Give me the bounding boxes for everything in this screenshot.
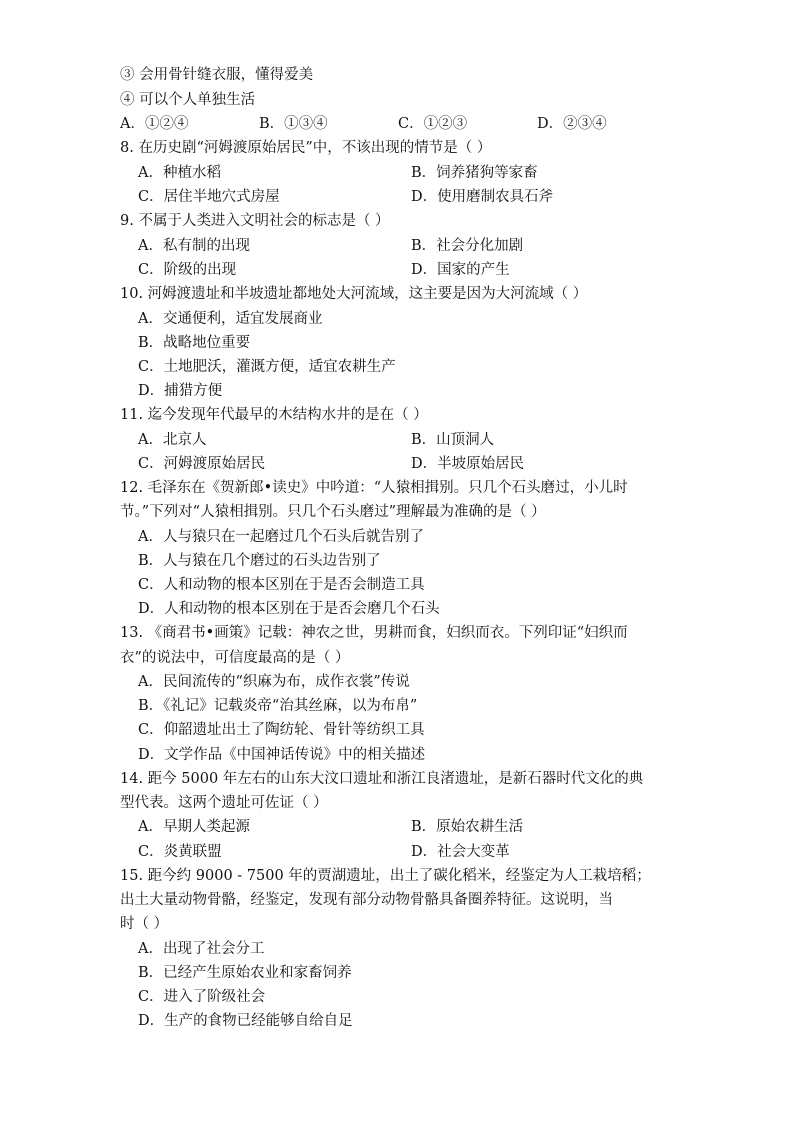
q14-stem-line-1: 14. 距今 5000 年左右的山东大汶口遗址和浙江良渚遗址，是新石器时代文化的典 — [120, 771, 644, 787]
q9-stem: 9. 不属于人类进入文明社会的标志是（ ） — [120, 213, 390, 229]
q7-option-c: C．①②③ — [398, 116, 468, 132]
q7-item-4: ④ 可以个人单独生活 — [120, 92, 256, 108]
q10-stem: 10. 河姆渡遗址和半坡遗址都地处大河流域，这主要是因为大河流域（ ） — [120, 286, 588, 302]
q14-option-c: C．炎黄联盟 — [138, 844, 222, 860]
q14-option-d: D．社会大变革 — [411, 844, 510, 860]
q10-option-b: B．战略地位重要 — [138, 335, 251, 351]
q10-option-d: D．捕猎方便 — [138, 383, 223, 399]
q11-option-b: B．山顶洞人 — [411, 432, 495, 448]
q14-option-b: B．原始农耕生活 — [411, 819, 524, 835]
q13-stem-line-1: 13. 《商君书•画策》记载：神农之世，男耕而食，妇织而衣。下列印证“妇织而 — [120, 625, 628, 641]
q15-stem-line-3: 时（ ） — [120, 916, 169, 932]
q7-item-3: ③ 会用骨针缝衣服，懂得爱美 — [120, 67, 314, 83]
q15-option-d: D．生产的食物已经能够自给自足 — [138, 1013, 353, 1029]
q14-stem-line-2: 型代表。这两个遗址可佐证（ ） — [120, 795, 328, 811]
q12-option-a: A．人与猿只在一起磨过几个石头后就告别了 — [138, 529, 424, 545]
q15-stem-line-2: 出土大量动物骨骼，经鉴定，发现有部分动物骨骼具备圈养特征。这说明，当 — [120, 892, 613, 908]
q7-option-b: B．①③④ — [259, 116, 328, 132]
q10-option-a: A．交通便利，适宜发展商业 — [138, 311, 323, 327]
q8-option-d: D．使用磨制农具石斧 — [411, 189, 554, 205]
q8-option-b: B．饲养猪狗等家畜 — [411, 165, 538, 181]
q13-option-d: D．文学作品《中国神话传说》中的相关描述 — [138, 747, 426, 763]
q12-option-c: C．人和动物的根本区别在于是否会制造工具 — [138, 577, 425, 593]
q15-option-a: A．出现了社会分工 — [138, 941, 265, 957]
q12-option-d: D．人和动物的根本区别在于是否会磨几个石头 — [138, 601, 440, 617]
q9-option-a: A．私有制的出现 — [138, 238, 250, 254]
q11-option-d: D．半坡原始居民 — [411, 456, 525, 472]
q8-stem: 8. 在历史剧“河姆渡原始居民”中，不该出现的情节是（ ） — [120, 140, 492, 156]
q15-option-c: C．进入了阶级社会 — [138, 989, 266, 1005]
q13-option-a: A．民间流传的“织麻为布，成作衣裳”传说 — [138, 674, 410, 690]
q12-option-b: B．人与猿在几个磨过的石头边告别了 — [138, 553, 381, 569]
q12-stem-line-2: 节。”下列对“人猿相揖别。只几个石头磨过”理解最为准确的是（ ） — [120, 504, 546, 520]
q9-option-c: C．阶级的出现 — [138, 262, 237, 278]
q11-option-a: A．北京人 — [138, 432, 207, 448]
q10-option-c: C．土地肥沃，灌溉方便，适宜农耕生产 — [138, 359, 396, 375]
q13-option-c: C．仰韶遗址出土了陶纺轮、骨针等纺织工具 — [138, 722, 425, 738]
q8-option-a: A．种植水稻 — [138, 165, 221, 181]
q9-option-d: D．国家的产生 — [411, 262, 510, 278]
q15-stem-line-1: 15. 距今约 9000 - 7500 年的贾湖遗址，出土了碳化稻米，经鉴定为人工栽培稻； — [120, 868, 651, 884]
q15-option-b: B．已经产生原始农业和家畜饲养 — [138, 965, 352, 981]
q11-stem: 11. 迄今发现年代最早的木结构水井的是在（ ） — [120, 407, 428, 423]
q12-stem-line-1: 12. 毛泽东在《贺新郎•读史》中吟道：“人猿相揖别。只几个石头磨过，小儿时 — [120, 480, 628, 496]
q7-option-d: D．②③④ — [537, 116, 607, 132]
q8-option-c: C．居住半地穴式房屋 — [138, 189, 280, 205]
q9-option-b: B．社会分化加剧 — [411, 238, 524, 254]
q13-option-b: B．《礼记》记载炎帝“治其丝麻，以为布帛” — [138, 698, 418, 714]
q13-stem-line-2: 衣”的说法中，可信度最高的是（ ） — [120, 650, 350, 666]
q7-option-a: A．①②④ — [120, 116, 189, 132]
q11-option-c: C．河姆渡原始居民 — [138, 456, 266, 472]
q14-option-a: A．早期人类起源 — [138, 819, 250, 835]
